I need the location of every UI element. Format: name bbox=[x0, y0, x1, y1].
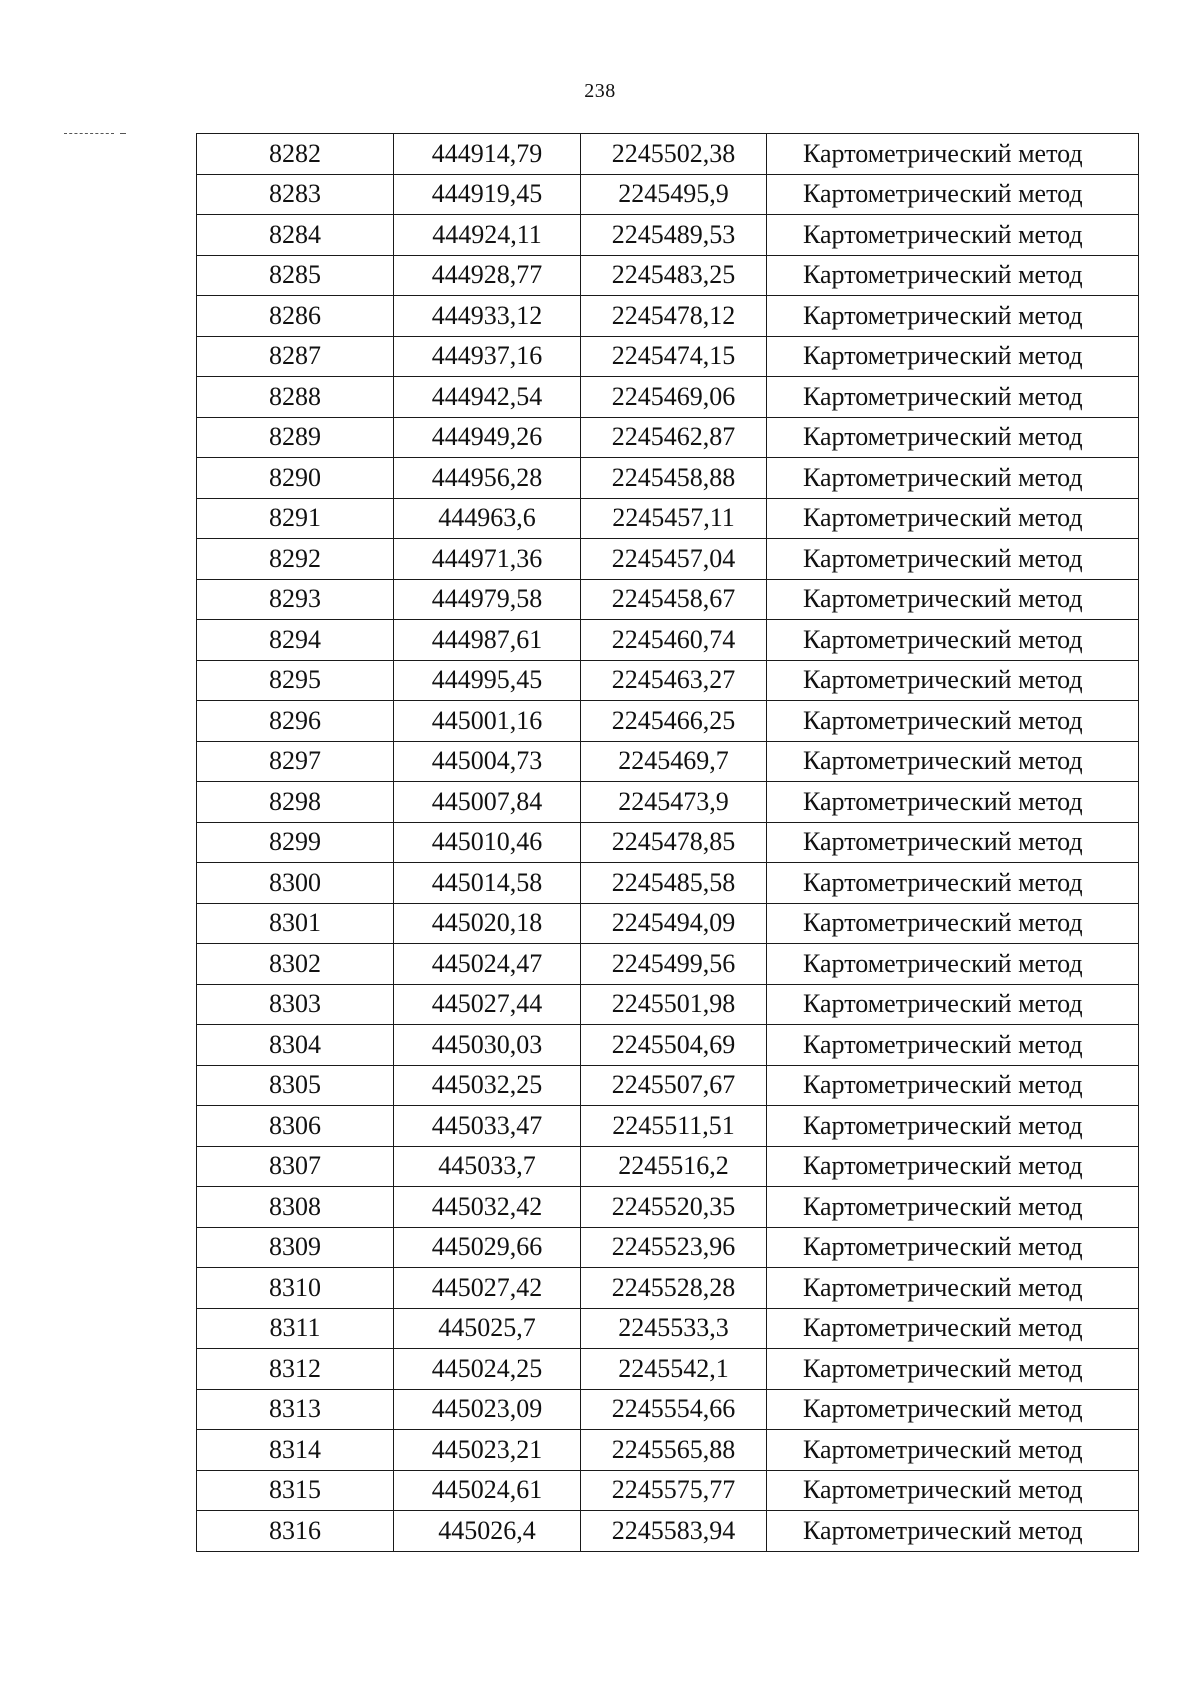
point-number-cell: 8286 bbox=[197, 296, 394, 337]
table-row bbox=[197, 336, 1139, 377]
method-cell: Картометрический метод bbox=[767, 174, 1139, 215]
x-coordinate-cell: 445027,44 bbox=[394, 984, 581, 1025]
table-row bbox=[197, 863, 1139, 904]
method-cell: Картометрический метод bbox=[767, 255, 1139, 296]
y-coordinate-cell: 2245533,3 bbox=[581, 1308, 767, 1349]
x-coordinate-cell: 445024,61 bbox=[394, 1470, 581, 1511]
x-coordinate-cell: 445004,73 bbox=[394, 741, 581, 782]
x-coordinate-cell: 444942,54 bbox=[394, 377, 581, 418]
method-cell: Картометрический метод bbox=[767, 944, 1139, 985]
method-cell: Картометрический метод bbox=[767, 1349, 1139, 1390]
method-cell: Картометрический метод bbox=[767, 336, 1139, 377]
table-row bbox=[197, 984, 1139, 1025]
y-coordinate-cell: 2245469,06 bbox=[581, 377, 767, 418]
x-coordinate-cell: 445032,42 bbox=[394, 1187, 581, 1228]
table-row bbox=[197, 579, 1139, 620]
table-row bbox=[197, 660, 1139, 701]
method-cell: Картометрический метод bbox=[767, 1389, 1139, 1430]
y-coordinate-cell: 2245501,98 bbox=[581, 984, 767, 1025]
x-coordinate-cell: 444956,28 bbox=[394, 458, 581, 499]
y-coordinate-cell: 2245575,77 bbox=[581, 1470, 767, 1511]
y-coordinate-cell: 2245457,11 bbox=[581, 498, 767, 539]
point-number-cell: 8287 bbox=[197, 336, 394, 377]
x-coordinate-cell: 445001,16 bbox=[394, 701, 581, 742]
point-number-cell: 8290 bbox=[197, 458, 394, 499]
y-coordinate-cell: 2245523,96 bbox=[581, 1227, 767, 1268]
method-cell: Картометрический метод bbox=[767, 539, 1139, 580]
y-coordinate-cell: 2245542,1 bbox=[581, 1349, 767, 1390]
table-row bbox=[197, 741, 1139, 782]
x-coordinate-cell: 445024,47 bbox=[394, 944, 581, 985]
table-row bbox=[197, 903, 1139, 944]
x-coordinate-cell: 445023,21 bbox=[394, 1430, 581, 1471]
method-cell: Картометрический метод bbox=[767, 134, 1139, 175]
method-cell: Картометрический метод bbox=[767, 498, 1139, 539]
x-coordinate-cell: 444987,61 bbox=[394, 620, 581, 661]
point-number-cell: 8311 bbox=[197, 1308, 394, 1349]
table-row bbox=[197, 1308, 1139, 1349]
y-coordinate-cell: 2245495,9 bbox=[581, 174, 767, 215]
table-row bbox=[197, 1106, 1139, 1147]
method-cell: Картометрический метод bbox=[767, 1308, 1139, 1349]
point-number-cell: 8283 bbox=[197, 174, 394, 215]
y-coordinate-cell: 2245462,87 bbox=[581, 417, 767, 458]
method-cell: Картометрический метод bbox=[767, 1106, 1139, 1147]
x-coordinate-cell: 444919,45 bbox=[394, 174, 581, 215]
table-row bbox=[197, 944, 1139, 985]
x-coordinate-cell: 445023,09 bbox=[394, 1389, 581, 1430]
method-cell: Картометрический метод bbox=[767, 417, 1139, 458]
point-number-cell: 8301 bbox=[197, 903, 394, 944]
x-coordinate-cell: 445010,46 bbox=[394, 822, 581, 863]
y-coordinate-cell: 2245463,27 bbox=[581, 660, 767, 701]
x-coordinate-cell: 444995,45 bbox=[394, 660, 581, 701]
x-coordinate-cell: 444933,12 bbox=[394, 296, 581, 337]
x-coordinate-cell: 444914,79 bbox=[394, 134, 581, 175]
point-number-cell: 8313 bbox=[197, 1389, 394, 1430]
point-number-cell: 8312 bbox=[197, 1349, 394, 1390]
point-number-cell: 8315 bbox=[197, 1470, 394, 1511]
point-number-cell: 8310 bbox=[197, 1268, 394, 1309]
method-cell: Картометрический метод bbox=[767, 782, 1139, 823]
y-coordinate-cell: 2245483,25 bbox=[581, 255, 767, 296]
point-number-cell: 8285 bbox=[197, 255, 394, 296]
point-number-cell: 8314 bbox=[197, 1430, 394, 1471]
point-number-cell: 8299 bbox=[197, 822, 394, 863]
y-coordinate-cell: 2245478,12 bbox=[581, 296, 767, 337]
y-coordinate-cell: 2245473,9 bbox=[581, 782, 767, 823]
x-coordinate-cell: 444979,58 bbox=[394, 579, 581, 620]
y-coordinate-cell: 2245520,35 bbox=[581, 1187, 767, 1228]
method-cell: Картометрический метод bbox=[767, 377, 1139, 418]
method-cell: Картометрический метод bbox=[767, 1268, 1139, 1309]
y-coordinate-cell: 2245504,69 bbox=[581, 1025, 767, 1066]
point-number-cell: 8294 bbox=[197, 620, 394, 661]
x-coordinate-cell: 444971,36 bbox=[394, 539, 581, 580]
y-coordinate-cell: 2245469,7 bbox=[581, 741, 767, 782]
x-coordinate-cell: 445020,18 bbox=[394, 903, 581, 944]
y-coordinate-cell: 2245466,25 bbox=[581, 701, 767, 742]
y-coordinate-cell: 2245458,88 bbox=[581, 458, 767, 499]
x-coordinate-cell: 445027,42 bbox=[394, 1268, 581, 1309]
method-cell: Картометрический метод bbox=[767, 296, 1139, 337]
table-row bbox=[197, 1065, 1139, 1106]
point-number-cell: 8302 bbox=[197, 944, 394, 985]
point-number-cell: 8306 bbox=[197, 1106, 394, 1147]
method-cell: Картометрический метод bbox=[767, 579, 1139, 620]
y-coordinate-cell: 2245507,67 bbox=[581, 1065, 767, 1106]
table-row bbox=[197, 1025, 1139, 1066]
method-cell: Картометрический метод bbox=[767, 1227, 1139, 1268]
y-coordinate-cell: 2245502,38 bbox=[581, 134, 767, 175]
point-number-cell: 8308 bbox=[197, 1187, 394, 1228]
table-row bbox=[197, 1227, 1139, 1268]
x-coordinate-cell: 444949,26 bbox=[394, 417, 581, 458]
x-coordinate-cell: 445024,25 bbox=[394, 1349, 581, 1390]
point-number-cell: 8296 bbox=[197, 701, 394, 742]
point-number-cell: 8309 bbox=[197, 1227, 394, 1268]
method-cell: Картометрический метод bbox=[767, 1511, 1139, 1552]
x-coordinate-cell: 445030,03 bbox=[394, 1025, 581, 1066]
point-number-cell: 8295 bbox=[197, 660, 394, 701]
table-row bbox=[197, 458, 1139, 499]
page-number: 238 bbox=[584, 80, 616, 102]
table-row bbox=[197, 1349, 1139, 1390]
method-cell: Картометрический метод bbox=[767, 903, 1139, 944]
table-row bbox=[197, 174, 1139, 215]
method-cell: Картометрический метод bbox=[767, 620, 1139, 661]
point-number-cell: 8300 bbox=[197, 863, 394, 904]
coordinates-table bbox=[196, 133, 1139, 1552]
point-number-cell: 8284 bbox=[197, 215, 394, 256]
x-coordinate-cell: 445007,84 bbox=[394, 782, 581, 823]
table-row bbox=[197, 215, 1139, 256]
method-cell: Картометрический метод bbox=[767, 984, 1139, 1025]
y-coordinate-cell: 2245458,67 bbox=[581, 579, 767, 620]
y-coordinate-cell: 2245511,51 bbox=[581, 1106, 767, 1147]
y-coordinate-cell: 2245457,04 bbox=[581, 539, 767, 580]
x-coordinate-cell: 444924,11 bbox=[394, 215, 581, 256]
table-row bbox=[197, 1187, 1139, 1228]
table-row bbox=[197, 1146, 1139, 1187]
scan-corner-mark bbox=[64, 133, 114, 134]
method-cell: Картометрический метод bbox=[767, 660, 1139, 701]
y-coordinate-cell: 2245583,94 bbox=[581, 1511, 767, 1552]
table-row bbox=[197, 539, 1139, 580]
method-cell: Картометрический метод bbox=[767, 701, 1139, 742]
method-cell: Картометрический метод bbox=[767, 1146, 1139, 1187]
y-coordinate-cell: 2245499,56 bbox=[581, 944, 767, 985]
method-cell: Картометрический метод bbox=[767, 822, 1139, 863]
table-row bbox=[197, 417, 1139, 458]
x-coordinate-cell: 444963,6 bbox=[394, 498, 581, 539]
point-number-cell: 8292 bbox=[197, 539, 394, 580]
table-row bbox=[197, 620, 1139, 661]
method-cell: Картометрический метод bbox=[767, 1430, 1139, 1471]
y-coordinate-cell: 2245528,28 bbox=[581, 1268, 767, 1309]
coordinates-table-body bbox=[197, 134, 1139, 1552]
y-coordinate-cell: 2245489,53 bbox=[581, 215, 767, 256]
table-row bbox=[197, 255, 1139, 296]
x-coordinate-cell: 445014,58 bbox=[394, 863, 581, 904]
point-number-cell: 8304 bbox=[197, 1025, 394, 1066]
method-cell: Картометрический метод bbox=[767, 1470, 1139, 1511]
point-number-cell: 8305 bbox=[197, 1065, 394, 1106]
method-cell: Картометрический метод bbox=[767, 458, 1139, 499]
y-coordinate-cell: 2245565,88 bbox=[581, 1430, 767, 1471]
point-number-cell: 8307 bbox=[197, 1146, 394, 1187]
point-number-cell: 8291 bbox=[197, 498, 394, 539]
point-number-cell: 8289 bbox=[197, 417, 394, 458]
point-number-cell: 8282 bbox=[197, 134, 394, 175]
point-number-cell: 8293 bbox=[197, 579, 394, 620]
y-coordinate-cell: 2245494,09 bbox=[581, 903, 767, 944]
point-number-cell: 8298 bbox=[197, 782, 394, 823]
table-row bbox=[197, 296, 1139, 337]
table-row bbox=[197, 1511, 1139, 1552]
x-coordinate-cell: 445033,7 bbox=[394, 1146, 581, 1187]
y-coordinate-cell: 2245460,74 bbox=[581, 620, 767, 661]
table-row bbox=[197, 377, 1139, 418]
point-number-cell: 8316 bbox=[197, 1511, 394, 1552]
x-coordinate-cell: 445029,66 bbox=[394, 1227, 581, 1268]
table-row bbox=[197, 1430, 1139, 1471]
table-row bbox=[197, 1268, 1139, 1309]
method-cell: Картометрический метод bbox=[767, 741, 1139, 782]
table-row bbox=[197, 134, 1139, 175]
x-coordinate-cell: 444928,77 bbox=[394, 255, 581, 296]
table-row bbox=[197, 1389, 1139, 1430]
method-cell: Картометрический метод bbox=[767, 1187, 1139, 1228]
x-coordinate-cell: 445025,7 bbox=[394, 1308, 581, 1349]
table-row bbox=[197, 1470, 1139, 1511]
y-coordinate-cell: 2245478,85 bbox=[581, 822, 767, 863]
x-coordinate-cell: 444937,16 bbox=[394, 336, 581, 377]
method-cell: Картометрический метод bbox=[767, 215, 1139, 256]
y-coordinate-cell: 2245485,58 bbox=[581, 863, 767, 904]
table-row bbox=[197, 782, 1139, 823]
table-row bbox=[197, 701, 1139, 742]
y-coordinate-cell: 2245554,66 bbox=[581, 1389, 767, 1430]
method-cell: Картометрический метод bbox=[767, 1065, 1139, 1106]
point-number-cell: 8303 bbox=[197, 984, 394, 1025]
method-cell: Картометрический метод bbox=[767, 1025, 1139, 1066]
point-number-cell: 8297 bbox=[197, 741, 394, 782]
x-coordinate-cell: 445033,47 bbox=[394, 1106, 581, 1147]
x-coordinate-cell: 445026,4 bbox=[394, 1511, 581, 1552]
x-coordinate-cell: 445032,25 bbox=[394, 1065, 581, 1106]
y-coordinate-cell: 2245474,15 bbox=[581, 336, 767, 377]
table-row bbox=[197, 498, 1139, 539]
y-coordinate-cell: 2245516,2 bbox=[581, 1146, 767, 1187]
point-number-cell: 8288 bbox=[197, 377, 394, 418]
table-row bbox=[197, 822, 1139, 863]
method-cell: Картометрический метод bbox=[767, 863, 1139, 904]
